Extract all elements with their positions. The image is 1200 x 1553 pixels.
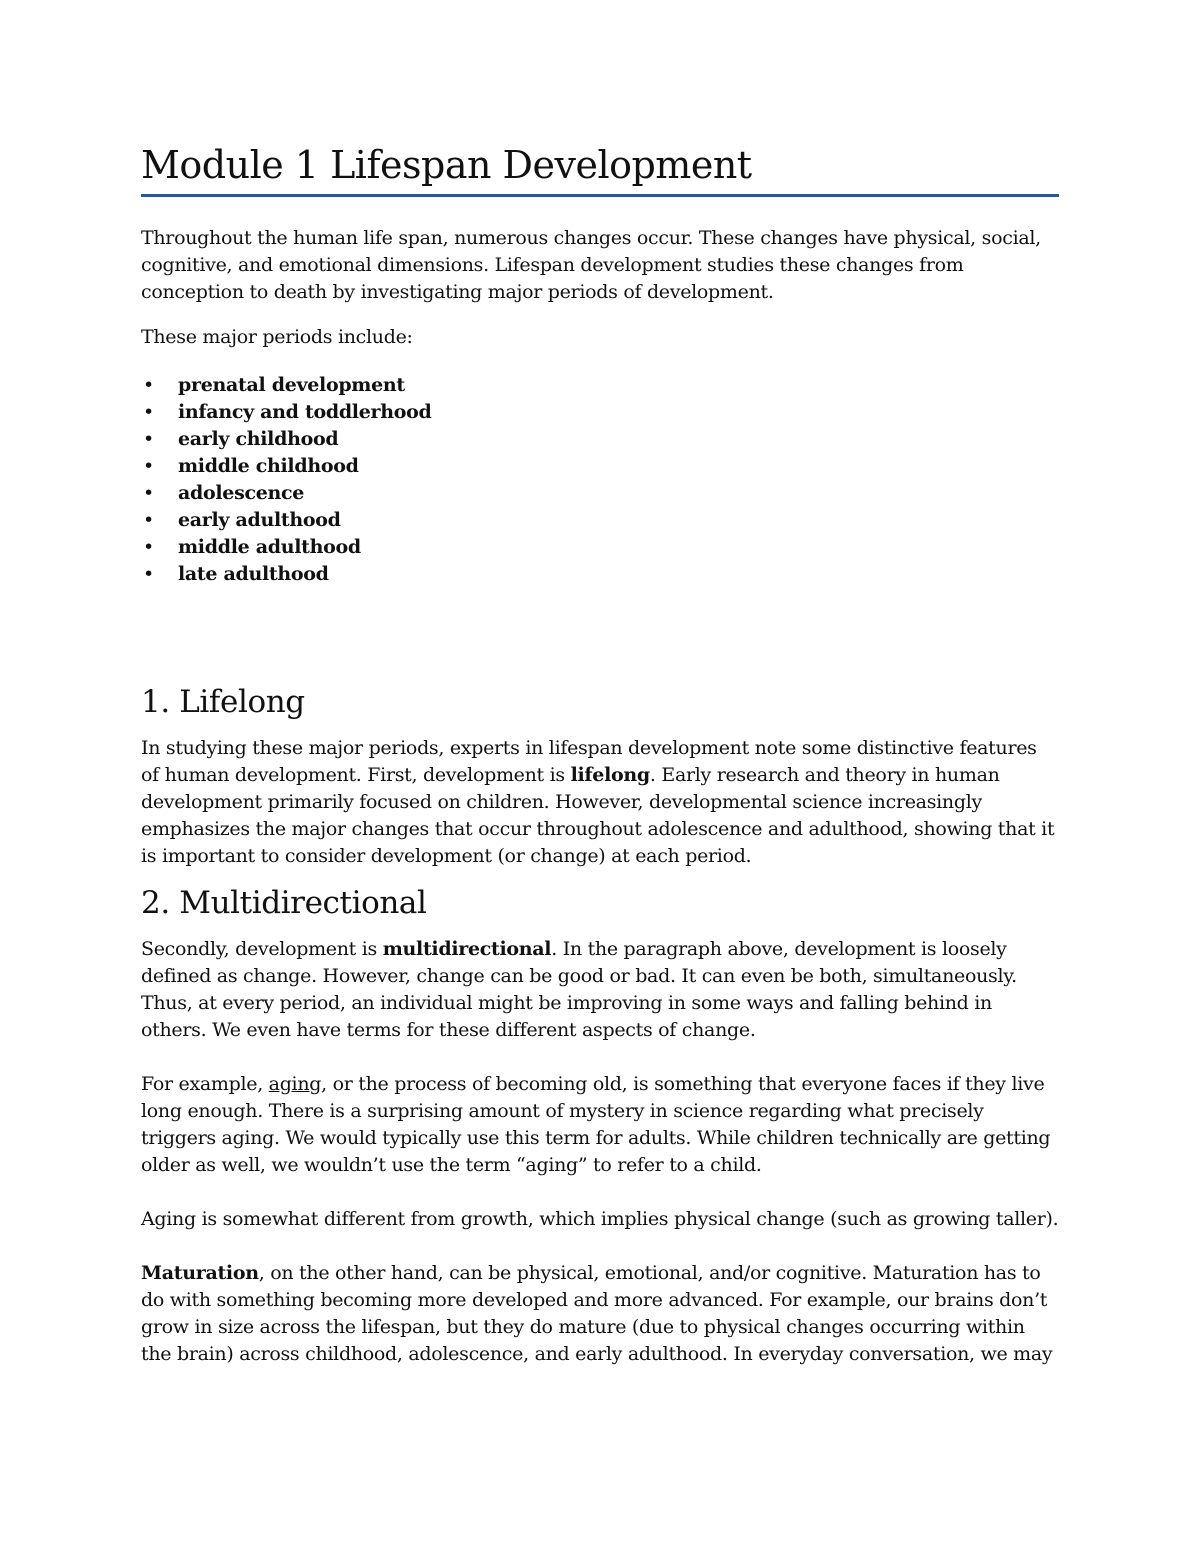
list-item-label: infancy and toddlerhood [178,401,432,423]
title-underline-rule [141,194,1059,197]
list-item-label: middle adulthood [178,536,361,558]
list-item-label: prenatal development [178,374,405,396]
list-item [141,372,1059,399]
list-item [141,453,1059,480]
list-item [141,534,1059,561]
list-item [141,561,1059,588]
bullet-icon: • [143,401,154,423]
term-maturation: Maturation [141,1262,259,1284]
periods-list [141,372,1059,588]
page-title: Module 1 Lifespan Development [141,143,752,187]
term-aging: aging [268,1073,322,1095]
bullet-icon: • [143,509,154,531]
text-run: , or the process of becoming old, is something that everyone faces if they live long enough. There is a surprising amount of mystery in science regarding what precisely triggers aging. We would typically use this term for adults. While children technically are getting older as well, we wouldn’t use the term “aging” to refer to a child. [141,1073,1051,1176]
bullet-icon: • [143,455,154,477]
bullet-icon: • [143,428,154,450]
growth-paragraph: Aging is somewhat different from growth, which implies physical change (such as growing taller). [141,1208,1059,1230]
list-item [141,507,1059,534]
periods-intro-text: These major periods include: [141,326,413,348]
text-run: For example, [141,1073,269,1095]
list-item [141,399,1059,426]
term-lifelong: lifelong [570,764,650,786]
list-item [141,426,1059,453]
text-run: In studying these major periods, experts in lifespan development note some distinctive features of human development. First, development is [141,737,1037,786]
intro-paragraph: Throughout the human life span, numerous changes occur. These changes have physical, social, cognitive, and emotional dimensions. Lifespan development studies these changes from conception to death by investigating major periods of development. [141,227,1041,303]
text-run: , on the other hand, can be physical, emotional, and/or cognitive. Maturation has to do with something becoming more developed and more advanced. For example, our brains don’t grow in size across the lifespan, but they do mature (due to physical changes occurring within the brain) across childhood, adolescence, and early adulthood. In everyday conversation, we may [141,1262,1053,1365]
term-multidirectional: multidirectional [382,938,552,960]
paragraph-spacer [141,1233,1059,1260]
bullet-icon: • [143,563,154,585]
list-item-label: middle childhood [178,455,359,477]
maturation-paragraph [141,1260,1059,1368]
lifelong-paragraph [141,735,1059,870]
bullet-icon: • [143,374,154,396]
multidirectional-paragraph [141,936,1059,1044]
section-heading-multidirectional: 2. Multidirectional [141,885,427,921]
list-item-label: late adulthood [178,563,329,585]
paragraph-spacer [141,1179,1059,1206]
section-heading-lifelong: 1. Lifelong [141,684,305,720]
list-item-label: adolescence [178,482,305,504]
list-item [141,480,1059,507]
aging-paragraph [141,1071,1059,1179]
list-item-label: early adulthood [178,509,341,531]
paragraph-spacer [141,1044,1059,1071]
text-run: Secondly, development is [141,938,383,960]
bullet-icon: • [143,482,154,504]
text-run: . In the paragraph above, development is loosely defined as change. However, change can be good or bad. It can even be both, simultaneously. Thus, at every period, an individual might be improving in some ways and falling behind in others. We even have terms for these different aspects of change. [141,938,1017,1041]
document-page [141,140,1059,1368]
bullet-icon: • [143,536,154,558]
text-run: . Early research and theory in human development primarily focused on children. However, developmental science increasingly emphasizes the major changes that occur throughout adolescence and adulthood, showing that it is important to consider development (or change) at each period. [141,764,1055,867]
list-item-label: early childhood [178,428,339,450]
